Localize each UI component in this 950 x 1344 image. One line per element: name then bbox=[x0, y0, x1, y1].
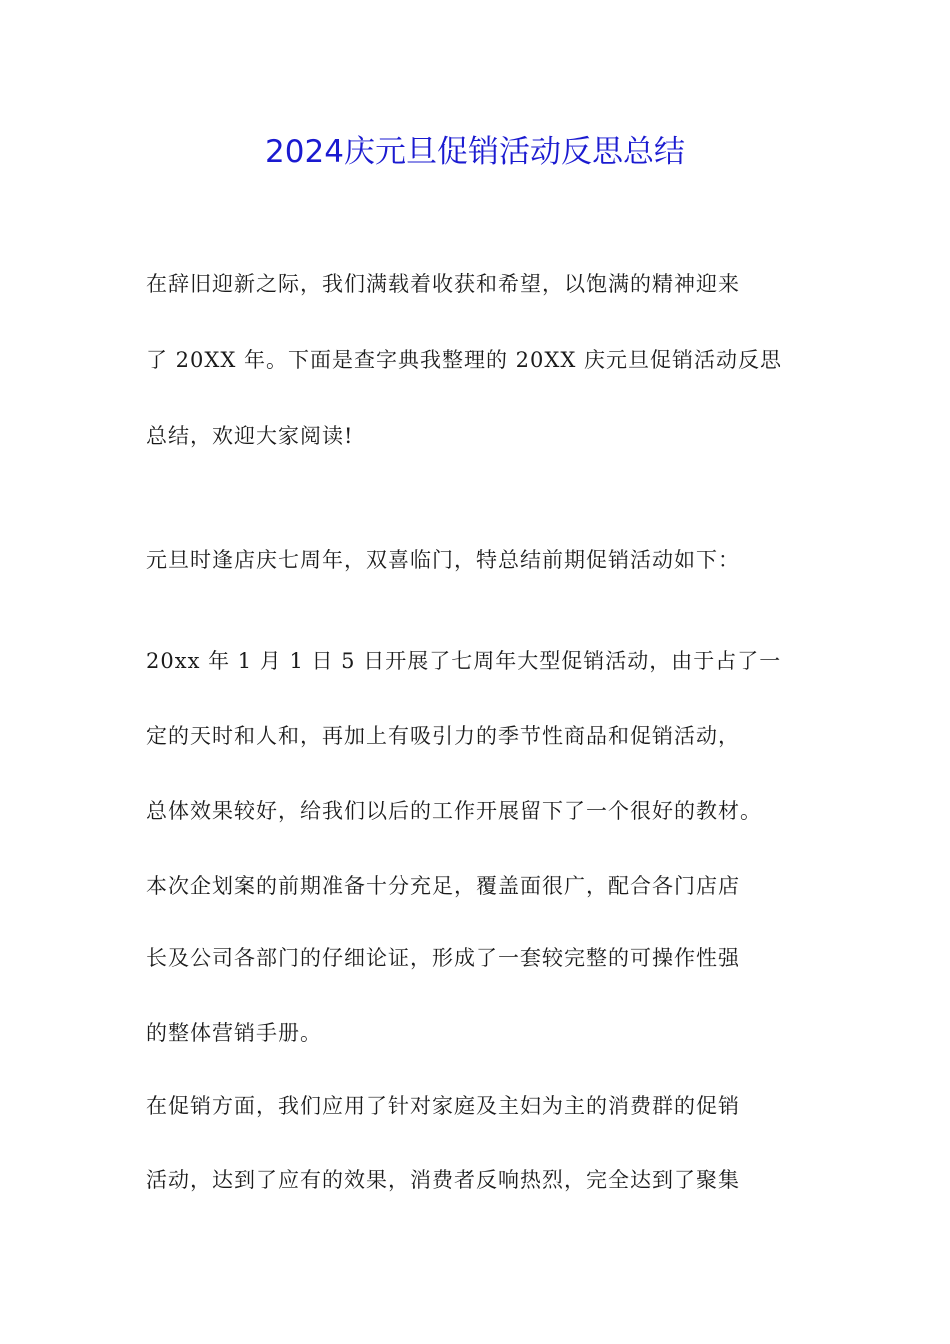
text-line: 本次企划案的前期准备十分充足，覆盖面很广，配合各门店店 bbox=[146, 874, 740, 898]
text-line: 的整体营销手册。 bbox=[146, 1021, 322, 1045]
text-line: 定的天时和人和，再加上有吸引力的季节性商品和促销活动， bbox=[146, 724, 740, 748]
text-line: 了 20XX 年。下面是查字典我整理的 20XX 庆元旦促销活动反思 bbox=[146, 348, 782, 372]
text-line: 元旦时逢店庆七周年，双喜临门，特总结前期促销活动如下： bbox=[146, 548, 740, 572]
text-line: 总体效果较好，给我们以后的工作开展留下了一个很好的教材。 bbox=[146, 799, 762, 823]
text-line: 在促销方面，我们应用了针对家庭及主妇为主的消费群的促销 bbox=[146, 1094, 740, 1118]
text-line: 活动，达到了应有的效果，消费者反响热烈，完全达到了聚集 bbox=[146, 1168, 740, 1192]
text-line: 长及公司各部门的仔细论证，形成了一套较完整的可操作性强 bbox=[146, 946, 740, 970]
text-line: 总结，欢迎大家阅读! bbox=[146, 424, 354, 448]
text-line: 在辞旧迎新之际，我们满载着收获和希望，以饱满的精神迎来 bbox=[146, 272, 740, 296]
document-title: 2024庆元旦促销活动反思总结 bbox=[265, 134, 685, 170]
text-line: 20xx 年 1 月 1 日 5 日开展了七周年大型促销活动，由于占了一 bbox=[146, 649, 782, 673]
